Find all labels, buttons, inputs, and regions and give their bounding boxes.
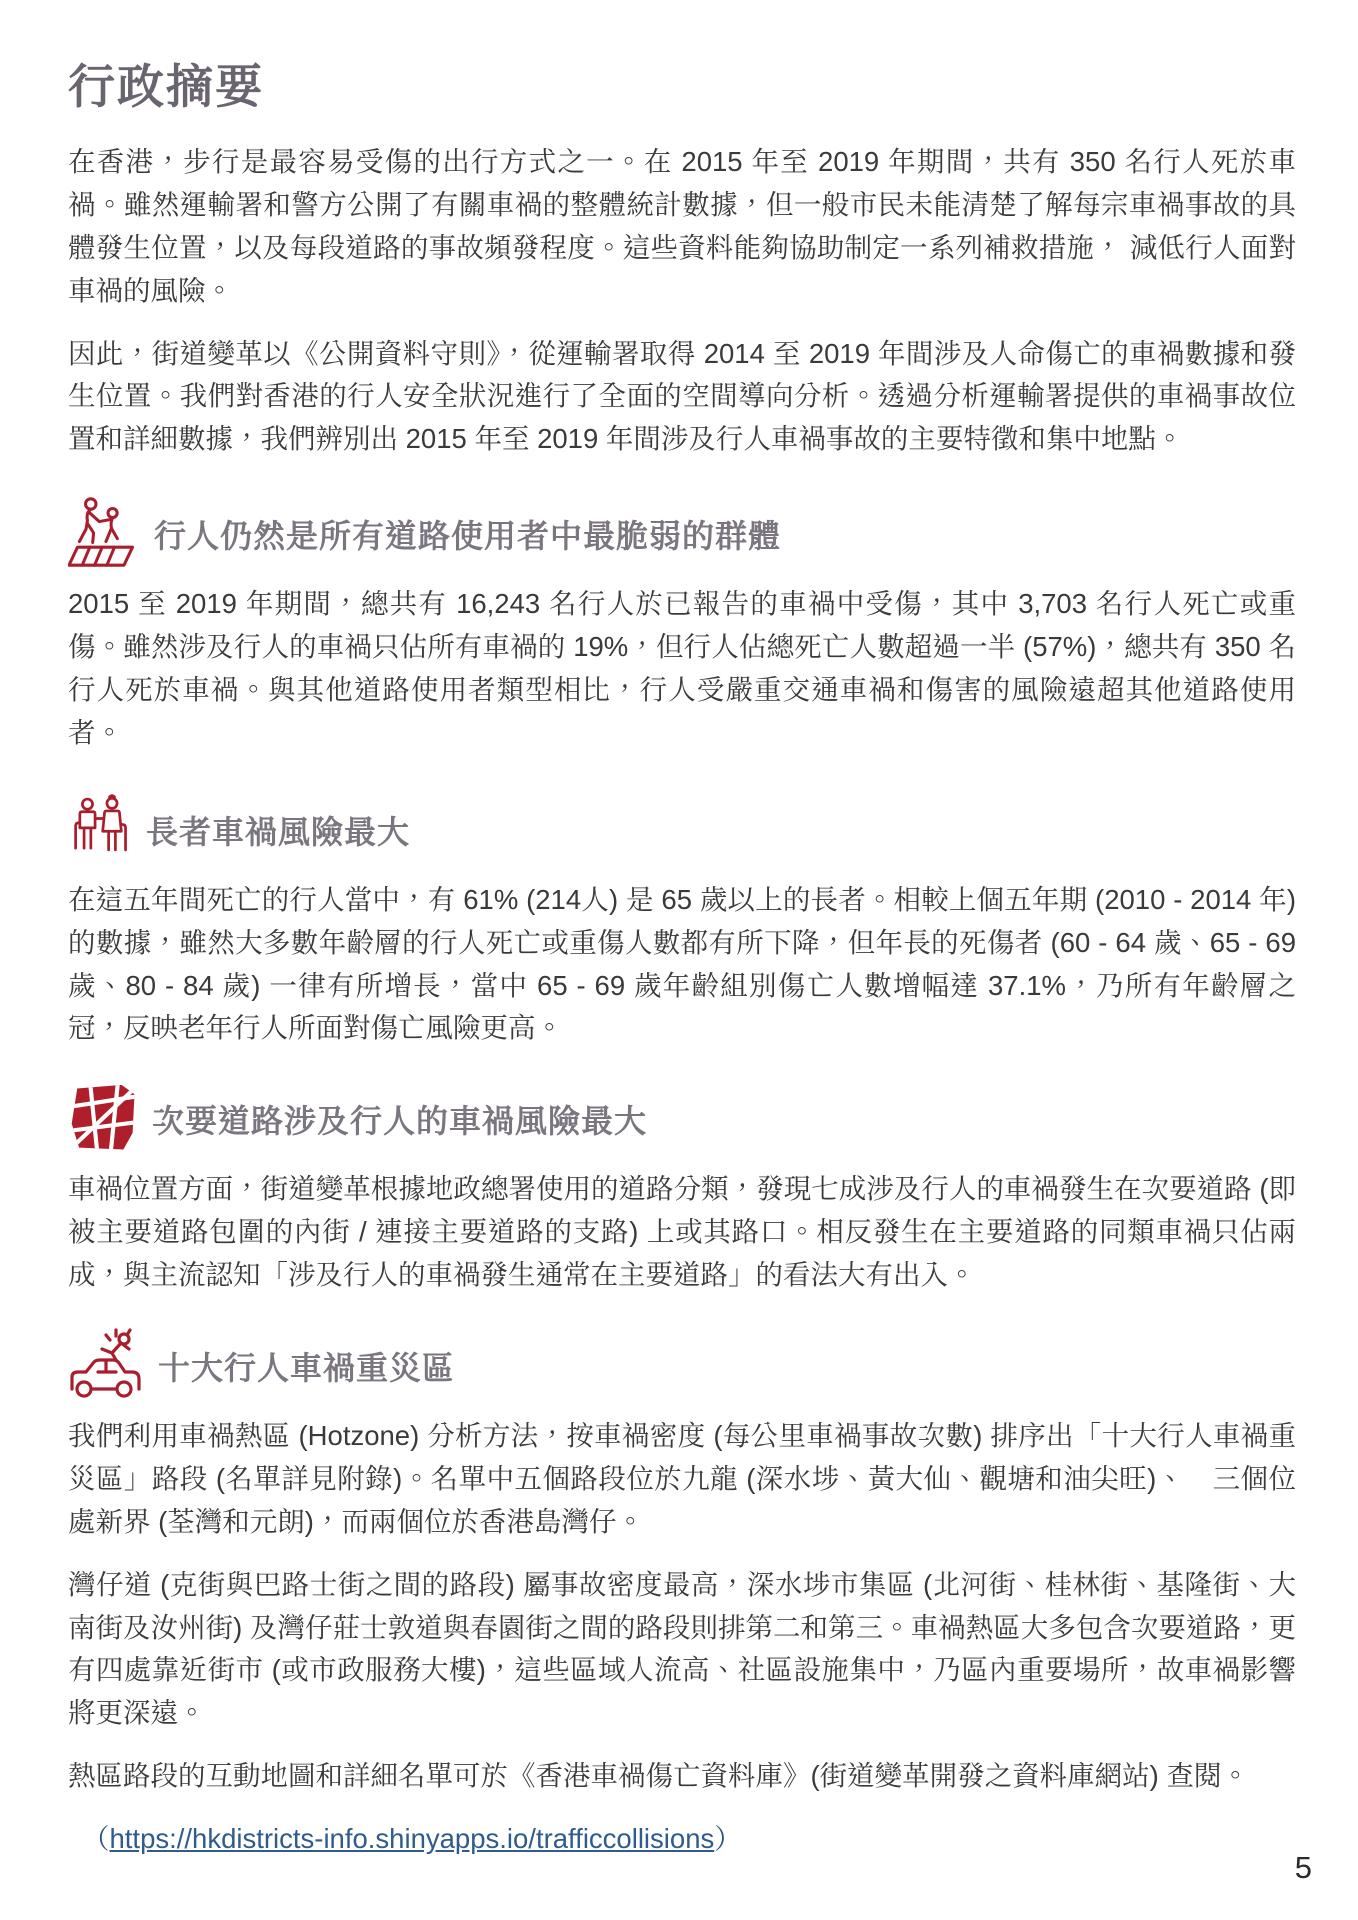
section-body-pedestrians: 2015 至 2019 年期間，總共有 16,243 名行人於已報告的車禍中受傷，其中 3,703 名行人死亡或重傷。雖然涉及行人的車禍只佔所有車禍的 19%，但行人佔總死亡人數超過一半 (57%)，總共有 350 名行人死於車禍。與其他道路使用者類型相比，行人受嚴重交通車禍和傷害的風險遠超其他道路使用者。 [68, 588, 1296, 748]
section-heading-hotzones: 十大行人車禍重災區 [158, 1350, 456, 1387]
elderly-couple-icon [68, 785, 134, 869]
section-header-secondary-roads [68, 1080, 1296, 1158]
link-close-paren: ） [714, 1823, 742, 1855]
section-header-elderly [68, 785, 1296, 869]
intro-paragraph-2: 因此，街道變革以《公開資料守則》，從運輸署取得 2014 至 2019 年間涉及人命傷亡的車禍數據和發生位置。我們對香港的行人安全狀況進行了全面的空間導向分析。透過分析運輸署提供的車禍事故位置和詳細數據，我們辨別出 2015 年至 2019 年間涉及行人車禍事故的主要特徵和集中地點。 [68, 337, 1296, 455]
database-link-line [68, 1818, 1296, 1861]
section-heading-pedestrians: 行人仍然是所有道路使用者中最脆弱的群體 [154, 518, 782, 555]
database-link[interactable]: https://hkdistricts-info.shinyapps.io/trafficcollisions [109, 1823, 715, 1855]
section-header-hotzones [68, 1327, 1296, 1405]
section-body-hotzones-3: 熱區路段的互動地圖和詳細名單可於《香港車禍傷亡資料庫》(街道變革開發之資料庫網站) 查閱。 [68, 1760, 1249, 1792]
section-body-hotzones-2: 灣仔道 (克街與巴路士街之間的路段) 屬事故密度最高，深水埗市集區 (北河街、桂林街、基隆街、大南街及汝州街) 及灣仔莊士敦道與春園街之間的路段則排第二和第三。車禍熱區大多包含次要道路，更有四處靠近街市 (或市政服務大樓)，這些區域人流高、社區設施集中，乃區內重要場所，故車禍影響將更深遠。 [68, 1568, 1296, 1729]
intro-paragraph-1: 在香港，步行是最容易受傷的出行方式之一。在 2015 年至 2019 年期間，共有 350 名行人死於車禍。雖然運輸署和警方公開了有關車禍的整體統計數據，但一般市民未能清楚了解每宗車禍事故的具體發生位置，以及每段道路的事故頻發程度。這些資料能夠協助制定一系列補救措施， 減低行人面對車禍的風險。 [68, 146, 1296, 306]
page-number: 5 [1294, 1850, 1312, 1885]
section-body-secondary-roads: 車禍位置方面，街道變革根據地政總署使用的道路分類，發現七成涉及行人的車禍發生在次要道路 (即被主要道路包圍的內街 / 連接主要道路的支路) 上或其路口。相反發生在主要道路的同類車禍只佔兩成，與主流認知「涉及行人的車禍發生通常在主要道路」的看法大有出入。 [68, 1173, 1296, 1291]
link-open-paren: （ [82, 1823, 110, 1855]
pedestrian-crossing-icon [68, 491, 142, 573]
section-heading-secondary-roads: 次要道路涉及行人的車禍風險最大 [152, 1103, 648, 1140]
section-header-pedestrians [68, 491, 1296, 573]
street-map-icon [68, 1080, 140, 1158]
section-body-hotzones-1: 我們利用車禍熱區 (Hotzone) 分析方法，按車禍密度 (每公里車禍事故次數) 排序出「十大行人車禍重災區」路段 (名單詳見附錄)。名單中五個路段位於九龍 (深水埗、黃大仙、觀塘和油尖旺)、 三個位處新界 (荃灣和元朗)，而兩個位於香港島灣仔。 [68, 1420, 1296, 1537]
page-title: 行政摘要 [68, 60, 264, 113]
car-pedestrian-collision-icon [68, 1327, 146, 1405]
section-body-elderly: 在這五年間死亡的行人當中，有 61% (214人) 是 65 歲以上的長者。相較上個五年期 (2010 - 2014 年) 的數據，雖然大多數年齡層的行人死亡或重傷人數都有所下降，但年長的死傷者 (60 - 64 歲、65 - 69 歲、80 - 84 歲) 一律有所增長，當中 65 - 69 歲年齡組別傷亡人數增幅達 37.1%，乃所有年齡層之冠，反映老年行人所面對傷亡風險更高。 [68, 883, 1296, 1044]
section-heading-elderly: 長者車禍風險最大 [146, 813, 411, 850]
